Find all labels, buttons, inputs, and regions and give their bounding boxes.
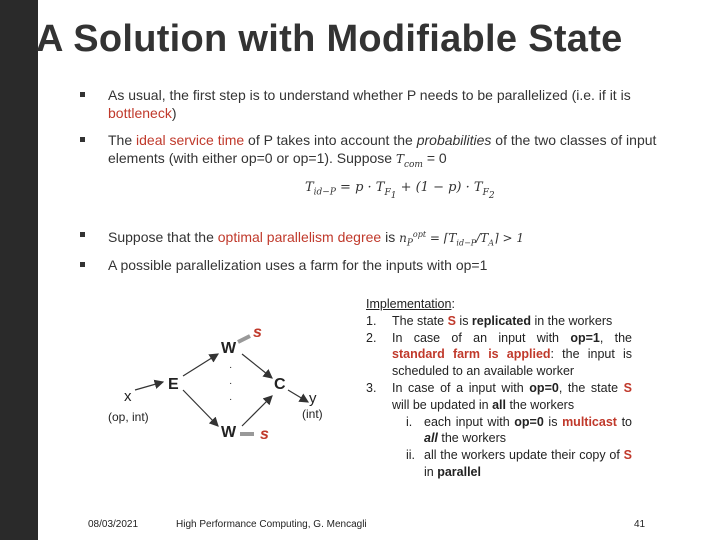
farm-diagram — [80, 290, 380, 460]
parallelism-formula: $n_P^{opt}$ = $⌈T_{id-P}/T_A⌉ > 1$ — [399, 230, 524, 249]
edge-e-w1 — [183, 354, 218, 376]
bullet-marker — [80, 92, 85, 97]
bullet-text: A possible parallelization uses a farm for the inputs with op=1 — [108, 257, 488, 273]
footer-date: 08/03/2021 — [88, 519, 139, 530]
left-accent-bar-inner — [28, 0, 38, 540]
impl-subitem-2: ii. all the workers update their copy of S in parallel — [406, 448, 632, 479]
bullet-text: The — [108, 132, 137, 148]
ellipsis-dot: · — [229, 362, 233, 373]
impl-heading: Implementation — [366, 297, 452, 311]
bullet-text: of the two classes of input elements (with either op=0 or op=1). Suppose — [108, 132, 657, 166]
impl-item-2: 2. In case of an input with op=1, the standard farm is applied: the input is scheduled to an available worker — [366, 330, 633, 379]
edge-x-e — [135, 382, 163, 390]
ellipsis-dot: · — [229, 394, 233, 405]
output-type-label: (int) — [302, 407, 323, 421]
impl-subitem-1: i. each input with op=0 is multicast to all the workers — [406, 414, 632, 446]
footer-page-number: 41 — [634, 519, 646, 530]
bullet-marker — [80, 232, 85, 237]
state-node-2: s — [260, 426, 269, 443]
worker-node-1: W — [221, 340, 237, 357]
formula-inline: T — [395, 152, 404, 166]
input-label: x — [124, 388, 132, 405]
bullet-text: of P takes into account the — [244, 132, 417, 148]
state-link-1 — [238, 336, 250, 342]
edge-c-y — [288, 390, 308, 402]
edge-w2-c — [242, 396, 272, 426]
edge-e-w2 — [183, 390, 218, 426]
bullet-text: = 0 — [422, 150, 447, 166]
service-time-formula: $T_{id-P} = p \cdot T_{F_1} + (1 - p) \cdot T_{F_2}$ — [305, 180, 495, 201]
bullet-text: is — [381, 229, 400, 245]
output-label: y — [309, 390, 317, 407]
bullet-text: ) — [171, 105, 177, 121]
worker-node-2: W — [221, 424, 237, 441]
highlight-text: optimal parallelism degree — [217, 229, 382, 245]
emphasis-text: probabilities — [416, 132, 492, 148]
state-node-1: s — [253, 324, 262, 341]
collector-node: C — [274, 376, 286, 393]
bullet-text: Suppose that the — [108, 229, 218, 245]
left-accent-bar — [0, 0, 28, 540]
edge-w1-c — [242, 354, 272, 378]
highlight-text: ideal service time — [136, 132, 245, 148]
slide-title: A Solution with Modifiable State — [36, 18, 623, 60]
impl-item-1: 1. The state S is replicated in the workers — [366, 313, 613, 328]
formula-subscript: com — [403, 159, 423, 170]
input-type-label: (op, int) — [108, 410, 149, 424]
highlight-text: bottleneck — [108, 105, 172, 121]
implementation-notes: Implementation: 1. The state S is replicated in the workers 2. In case of an input with op=1, the standard farm is applied: the input is scheduled to an available worker 3. In case of a input with op=0, the state S will be updated in all the workers i. each input with op=0 is multicast to all the workers ii. all the workers update their copy of S in parallel — [366, 297, 633, 479]
bullet-text: As usual, the first step is to understand whether P needs to be parallelized (i.e. if it is — [108, 87, 631, 103]
footer-course: High Performance Computing, G. Mencagli — [176, 519, 367, 530]
bullet-marker — [80, 137, 85, 142]
emitter-node: E — [168, 376, 179, 393]
ellipsis-dot: · — [229, 378, 233, 389]
bullet-marker — [80, 262, 85, 267]
impl-item-3: 3. In case of a input with op=0, the state S will be updated in all the workers — [366, 380, 632, 412]
